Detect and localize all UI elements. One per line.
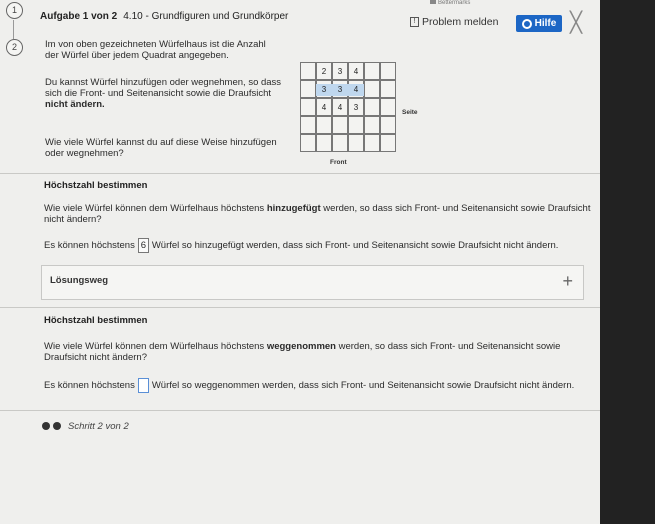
task-line: Im von oben gezeichneten Würfelhaus ist die Anzahl [45, 39, 266, 50]
grid-cell [364, 62, 380, 80]
task-line: nicht ändern. [45, 99, 105, 110]
cube-count-label: 2 [321, 67, 327, 76]
grid-cell [300, 62, 316, 80]
grid-cell [300, 98, 316, 116]
grid-cell [348, 134, 364, 152]
task-line: oder wegnehmen? [45, 148, 124, 159]
answer-prefix: Es können höchstens [44, 240, 135, 251]
cube-count-label: 3 [316, 84, 332, 96]
solution-path-label: Lösungsweg [50, 275, 109, 286]
side-view-label: Seite [402, 109, 418, 116]
grid-cell [348, 116, 364, 134]
question-text: Wie viele Würfel können dem Würfelhaus höchstens [44, 203, 267, 214]
part1-answer-input[interactable]: 6 [138, 238, 149, 253]
grid-cell [380, 134, 396, 152]
progress-dot [42, 422, 50, 430]
cube-count-label: 4 [337, 103, 343, 112]
report-problem-label: Problem melden [422, 16, 499, 28]
task-text-1 [45, 39, 266, 61]
question-text: Draufsicht nicht ändern? [44, 352, 147, 363]
cube-count-label: 4 [348, 84, 364, 96]
grid-cell [364, 134, 380, 152]
question-emphasis: hinzugefügt [266, 203, 321, 214]
section-divider [0, 307, 600, 308]
cube-count-label: 3 [353, 103, 359, 112]
grid-cell [300, 80, 316, 98]
help-label: Hilfe [534, 18, 557, 29]
brand-logo: Bettermarks [430, 0, 470, 6]
flag-icon: ! [410, 17, 419, 27]
grid-cell [332, 134, 348, 152]
cube-count-label: 3 [337, 67, 343, 76]
chapter-title: 4.10 - Grundfiguren und Grundkörper [123, 11, 289, 22]
grid-cell [332, 116, 348, 134]
progress-dot [53, 422, 61, 430]
answer-prefix: Es können höchstens [44, 380, 135, 391]
question-text: nicht ändern? [44, 214, 102, 225]
help-button[interactable] [516, 15, 562, 32]
task-line: Du kannst Würfel hinzufügen oder wegnehmen, so dass [45, 77, 282, 88]
answer-suffix: Würfel so weggenommen werden, dass sich Front- und Seitenansicht sowie Draufsicht nicht ändern. [151, 380, 575, 391]
question-text: werden, so dass sich Front- und Seitenansicht sowie [335, 341, 561, 352]
section-divider [0, 173, 600, 174]
step-1-indicator[interactable]: 1 [6, 2, 23, 19]
window-background [600, 0, 655, 524]
question-text: werden, so dass sich Front- und Seitenansicht sowie Draufsicht [320, 203, 591, 214]
grid-cell [364, 80, 380, 98]
part1-question [44, 203, 594, 225]
grid-cell [380, 80, 396, 98]
grid-cell [380, 62, 396, 80]
part1-title: Höchstzahl bestimmen [44, 180, 148, 191]
part2-title: Höchstzahl bestimmen [44, 315, 148, 326]
question-text: Wie viele Würfel können dem Würfelhaus höchstens [44, 341, 267, 352]
task-text-2 [45, 77, 281, 110]
grid-cell [364, 116, 380, 134]
section-divider [0, 410, 600, 411]
grid-cell [300, 134, 316, 152]
step-2-indicator[interactable]: 2 [6, 39, 23, 56]
exercise-header [40, 11, 288, 22]
answer-suffix: Würfel so hinzugefügt werden, dass sich Front- und Seitenansicht sowie Draufsicht nicht ändern. [151, 240, 559, 251]
front-view-label: Front [330, 159, 347, 166]
grid-cell [316, 116, 332, 134]
part2-answer-input[interactable] [138, 378, 149, 393]
step-progress-dots [42, 422, 61, 430]
part1-answer-sentence [44, 238, 558, 253]
solution-path-panel[interactable] [41, 265, 584, 300]
report-problem-link[interactable] [410, 16, 498, 28]
step-counter: Schritt 2 von 2 [68, 421, 129, 432]
task-line: der Würfel über jedem Quadrat angegeben. [45, 50, 229, 61]
grid-cell [300, 116, 316, 134]
grid-cell [380, 116, 396, 134]
cube-count-label: 3 [332, 84, 348, 96]
close-icon[interactable]: ╳ [570, 12, 583, 34]
expand-plus-icon[interactable]: + [562, 271, 573, 291]
part2-answer-sentence [44, 378, 574, 393]
cube-count-label: 4 [321, 103, 327, 112]
grid-cell [316, 134, 332, 152]
task-text-3 [45, 137, 277, 159]
cube-count-label: 4 [353, 67, 359, 76]
task-line: sich die Front- und Seitenansicht sowie die Draufsicht [45, 88, 272, 99]
part2-question [44, 341, 594, 363]
task-line: Wie viele Würfel kannst du auf diese Weise hinzufügen [45, 137, 277, 148]
question-emphasis: weggenommen [266, 341, 336, 352]
task-counter: Aufgabe 1 von 2 [40, 11, 118, 22]
grid-cell [380, 98, 396, 116]
grid-cell [364, 98, 380, 116]
step-connector [13, 20, 14, 39]
lifebuoy-icon [522, 19, 532, 29]
